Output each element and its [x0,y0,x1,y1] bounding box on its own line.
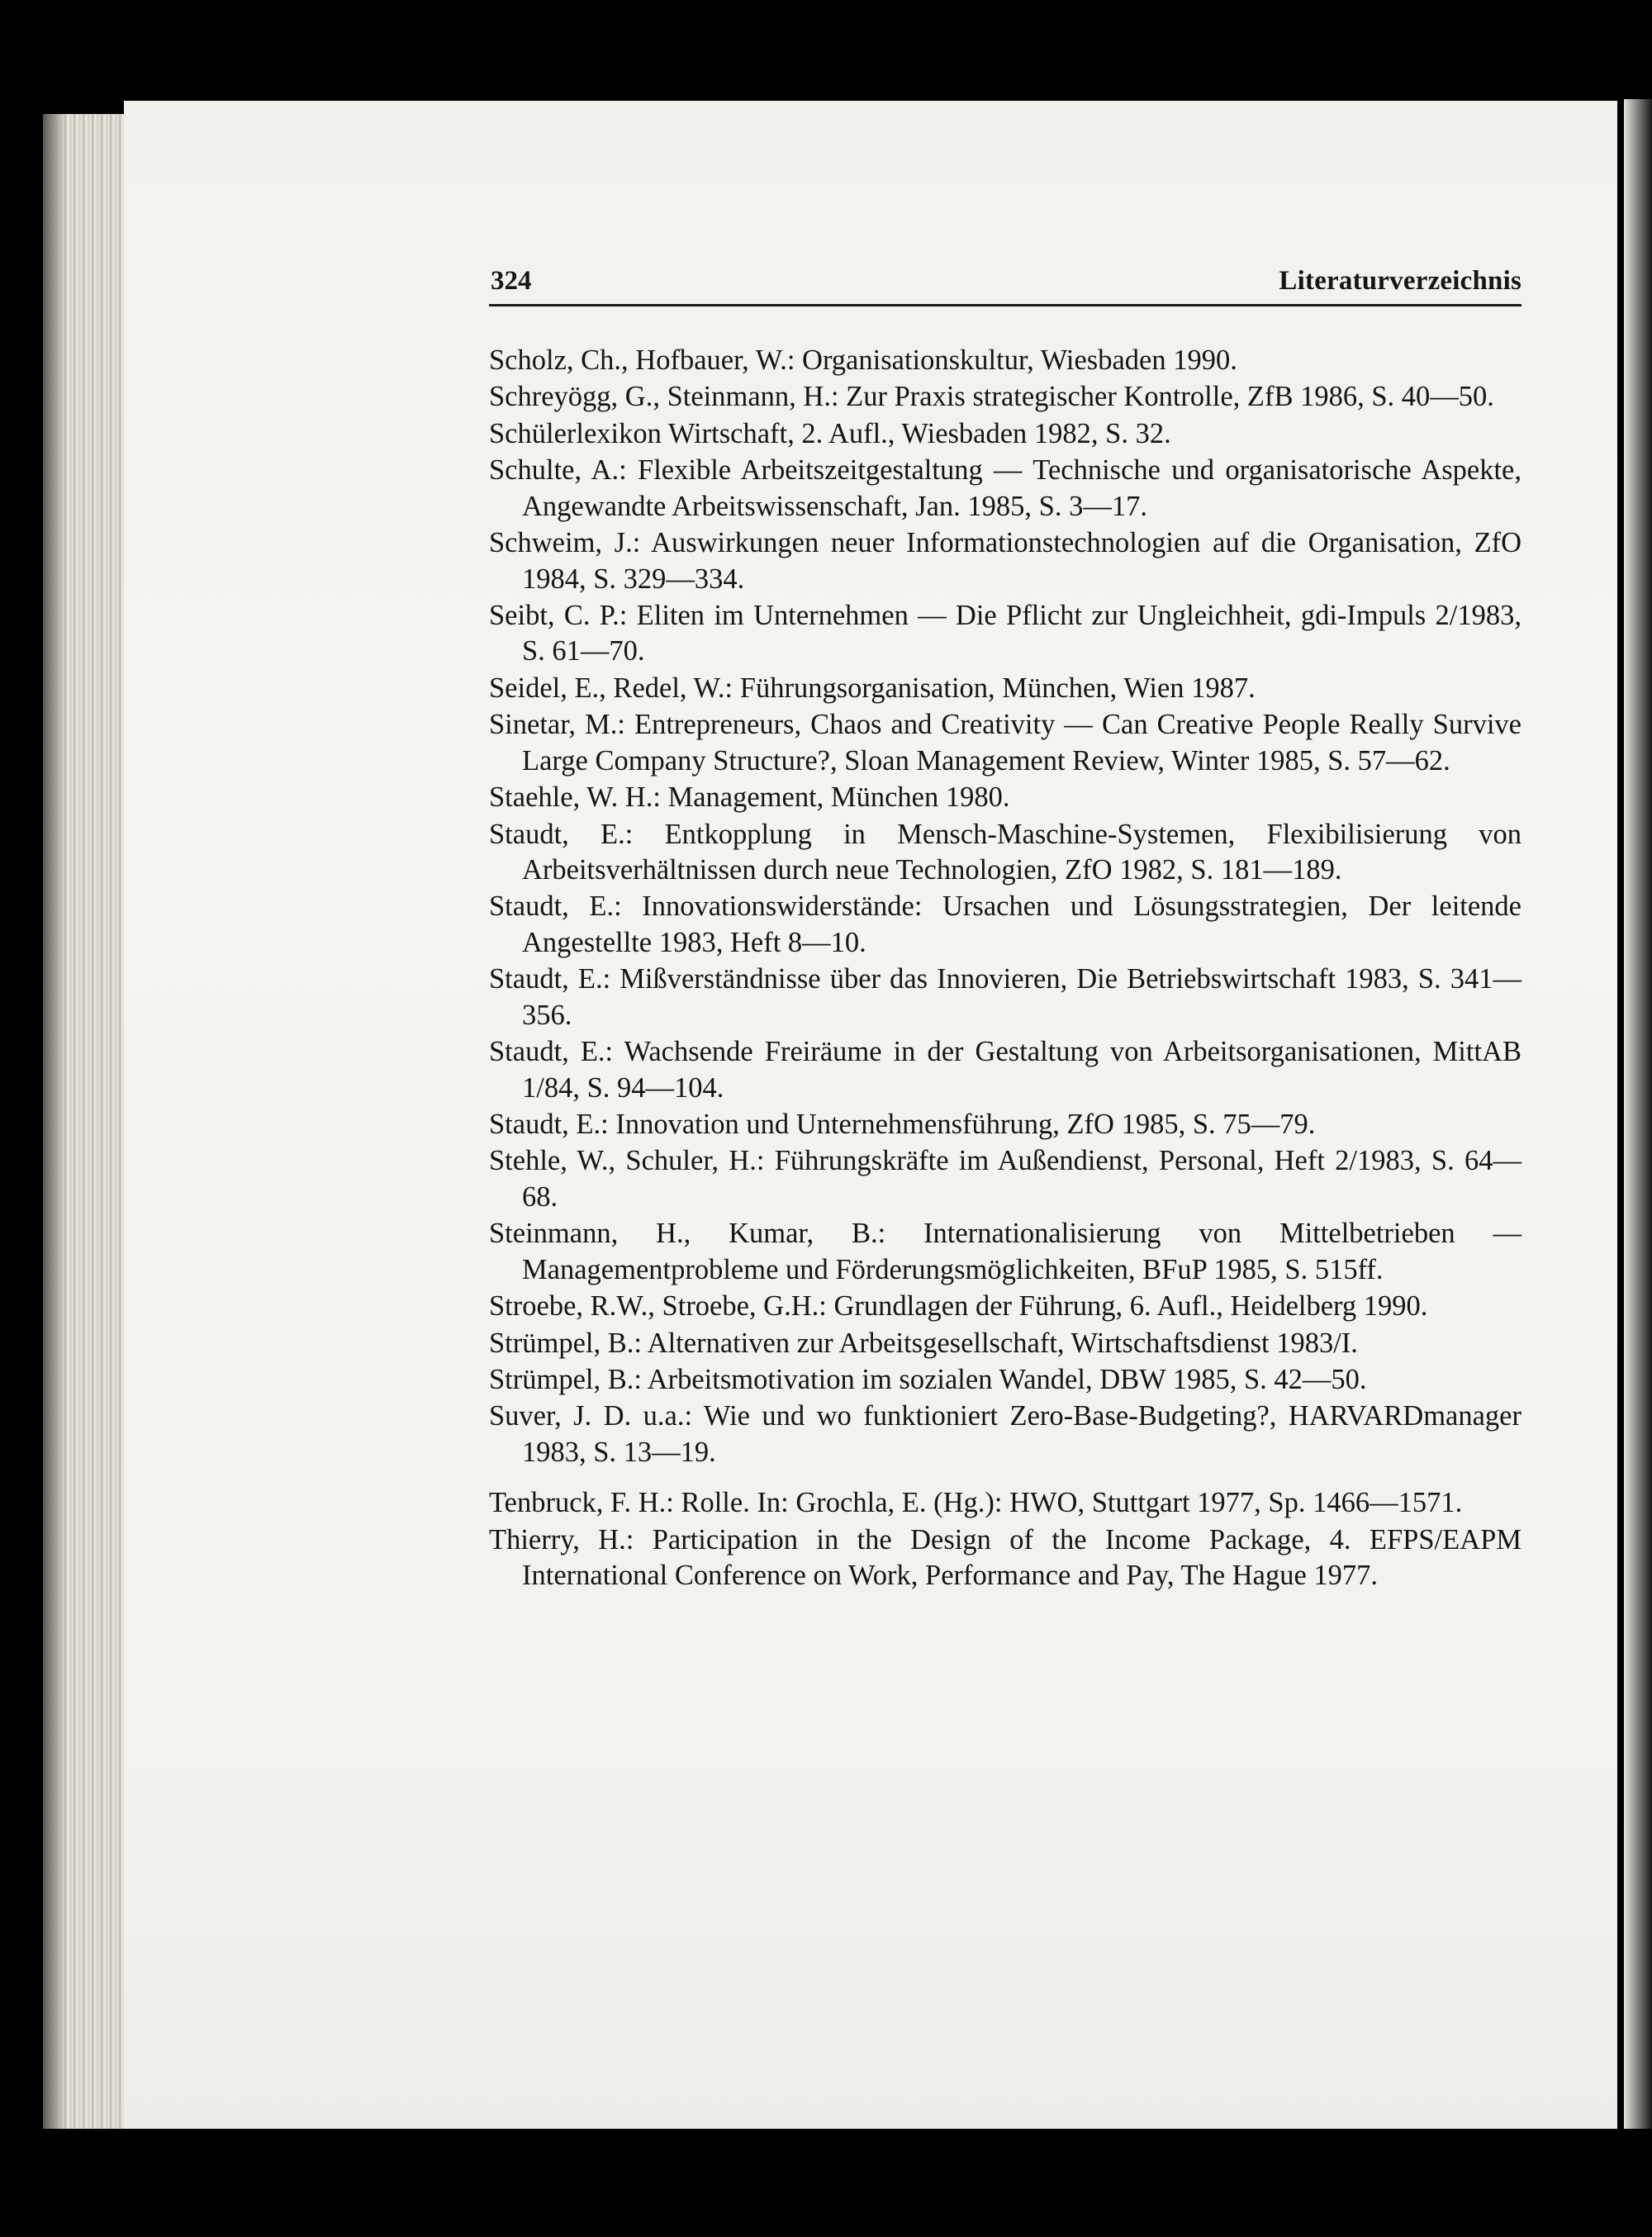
reference-entry: Schülerlexikon Wirtschaft, 2. Aufl., Wiesbaden 1982, S. 32. [489,417,1171,449]
reference-entry: Staudt, E.: Entkopplung in Mensch-Maschine-Systemen, Flexibilisierung von Arbeitsverhältnissen durch neue Technologien, ZfO 1982, S. 181—189. [489,818,1521,886]
page-number: 324 [491,266,532,296]
reference-entry: Stroebe, R.W., Stroebe, G.H.: Grundlagen der Führung, 6. Aufl., Heidelberg 1990. [489,1290,1428,1323]
page-header [489,266,1521,306]
reference-entry: Staudt, E.: Innovationswiderstände: Ursachen und Lösungsstrategien, Der leitende Angestellte 1983, Heft 8—10. [489,891,1521,958]
reference-entry: Strümpel, B.: Arbeitsmotivation im sozialen Wandel, DBW 1985, S. 42—50. [489,1364,1367,1396]
reference-entry: Steinmann, H., Kumar, B.: Internationalisierung von Mittelbetrieben — Managementprobleme und Förderungsmöglichkeiten, BFuP 1985, S. 515ff. [489,1218,1521,1285]
reference-entry: Suver, J. D. u.a.: Wie und wo funktioniert Zero-Base-Budgeting?, HARVARDmanager 1983, S. 13—19. [489,1400,1521,1468]
reference-entry: Sinetar, M.: Entrepreneurs, Chaos and Creativity — Can Creative People Really Survive Large Company Structure?, Sloan Management Review, Winter 1985, S. 57—62. [489,709,1521,777]
reference-entry: Seidel, E., Redel, W.: Führungsorganisation, München, Wien 1987. [489,672,1256,704]
book-page-edges [43,114,135,2134]
reference-entry: Schreyögg, G., Steinmann, H.: Zur Praxis strategischer Kontrolle, ZfB 1986, S. 40—50. [489,381,1494,413]
reference-entry: Seibt, C. P.: Eliten im Unternehmen — Die Pflicht zur Ungleichheit, gdi-Impuls 2/1983, S. 61—70. [489,599,1521,667]
reference-entry: Thierry, H.: Participation in the Design of the Income Package, 4. EFPS/EAPM International Conference on Work, Performance and Pay, The Hague 1977. [489,1523,1521,1592]
running-title: Literaturverzeichnis [1279,266,1521,296]
reference-entry: Schweim, J.: Auswirkungen neuer Informationstechnologien auf die Organisation, ZfO 1984, S. 329—334. [489,527,1521,595]
reference-entry: Staudt, E.: Innovation und Unternehmensführung, ZfO 1985, S. 75—79. [489,1109,1316,1141]
page-content [489,266,1521,1595]
reference-entry: Staehle, W. H.: Management, München 1980. [489,781,1010,814]
reference-list [489,343,1521,1594]
reference-entry: Schulte, A.: Flexible Arbeitszeitgestaltung — Technische und organisatorische Aspekte, Angewandte Arbeitswissenschaft, Jan. 1985, S. 3—17. [489,454,1521,522]
reference-entry: Stehle, W., Schuler, H.: Führungskräfte im Außendienst, Personal, Heft 2/1983, S. 64—68. [489,1145,1521,1213]
reference-entry: Staudt, E.: Wachsende Freiräume in der Gestaltung von Arbeitsorganisationen, MittAB 1/84, S. 94—104. [489,1036,1521,1104]
reference-entry: Scholz, Ch., Hofbauer, W.: Organisationskultur, Wiesbaden 1990. [489,344,1237,376]
reference-entry: Tenbruck, F. H.: Rolle. In: Grochla, E. (Hg.): HWO, Stuttgart 1977, Sp. 1466—1571. [489,1487,1463,1519]
reference-entry: Strümpel, B.: Alternativen zur Arbeitsgesellschaft, Wirtschaftsdienst 1983/I. [489,1327,1358,1359]
reference-entry: Staudt, E.: Mißverständnisse über das Innovieren, Die Betriebswirtschaft 1983, S. 341—356. [489,963,1521,1031]
page-right-shadow [1624,99,1652,2140]
scan-bottom-border [0,2129,1652,2237]
